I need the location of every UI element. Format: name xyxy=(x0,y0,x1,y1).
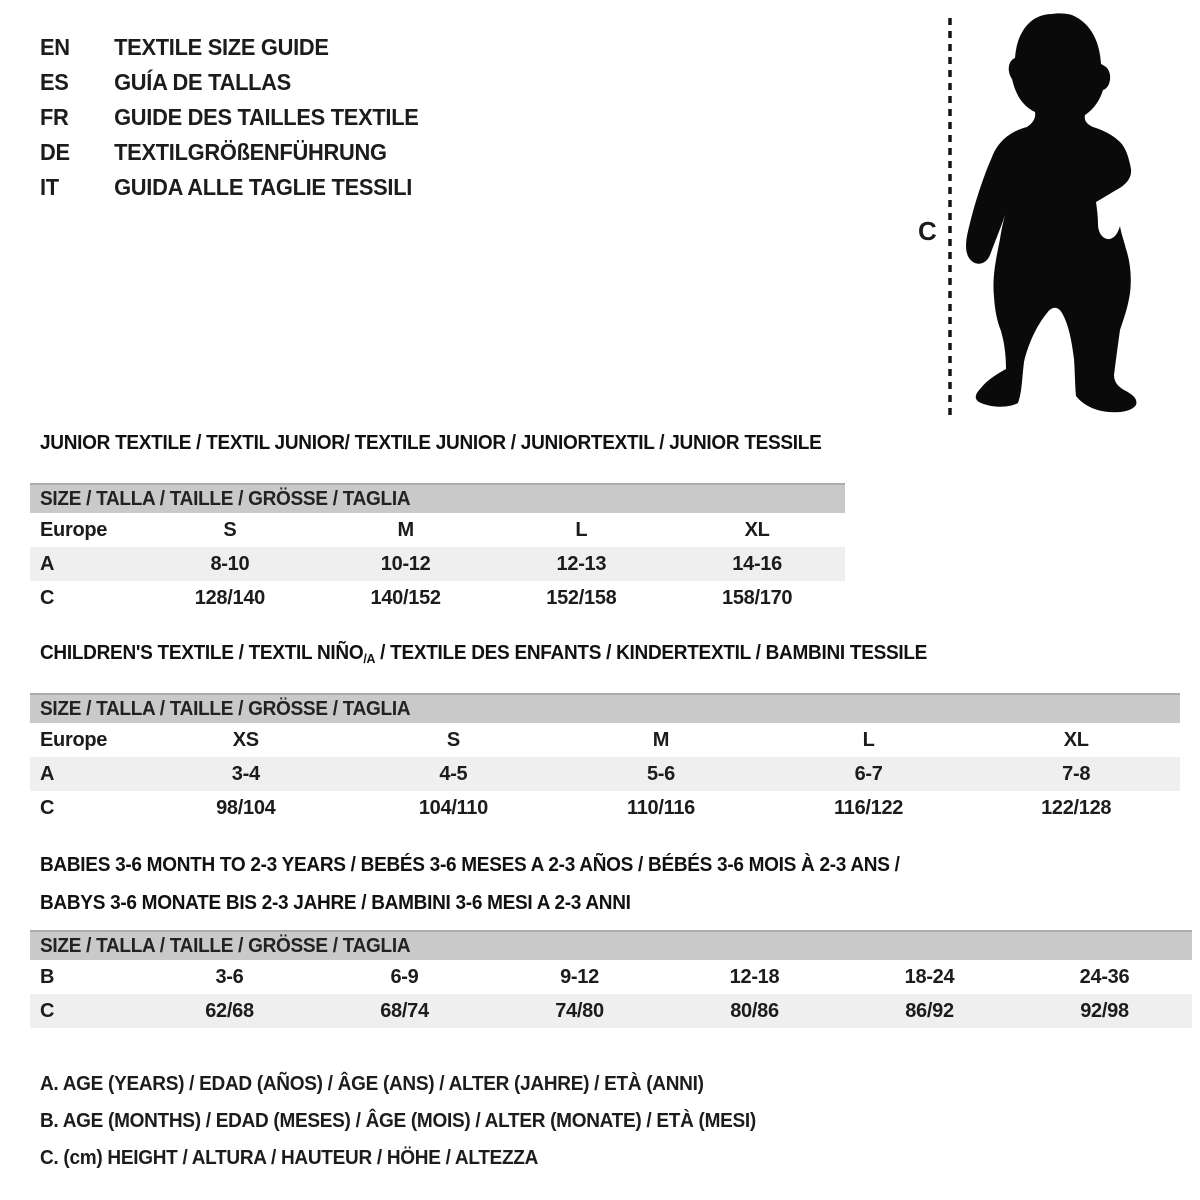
size-cell: XL xyxy=(1063,728,1089,751)
language-code: FR xyxy=(40,104,69,130)
section-heading-line1: BABIES 3-6 MONTH TO 2-3 YEARS / BEBÉS 3-6 MESES A 2-3 AÑOS / BÉBÉS 3-6 MOIS À 2-3 ANS / xyxy=(40,854,900,876)
row-label: Europe xyxy=(40,728,108,751)
section-heading-babies xyxy=(40,846,945,922)
value-cell: 110/116 xyxy=(626,796,695,819)
value-cell: 62/68 xyxy=(205,999,254,1022)
size-header-bar xyxy=(30,483,845,513)
legend-line-a xyxy=(40,1066,794,1103)
value-cell: 9-12 xyxy=(560,965,599,988)
toddler-silhouette-graphic xyxy=(900,0,1200,430)
value-cell: 86/92 xyxy=(905,999,954,1022)
value-cell: 3-4 xyxy=(231,762,260,785)
size-table-babies xyxy=(30,930,1192,1028)
section-heading-line2: BABYS 3-6 MONATE BIS 2-3 JAHRE / BAMBINI 3-6 MESI A 2-3 ANNI xyxy=(40,892,631,914)
table-row xyxy=(30,757,1180,791)
legend-text: B. AGE (MONTHS) / EDAD (MESES) / ÂGE (MOIS) / ALTER (MONATE) / ETÀ (MESI) xyxy=(40,1110,756,1132)
height-label: C xyxy=(918,216,937,246)
language-row xyxy=(40,135,419,170)
size-cell: XS xyxy=(232,728,259,751)
size-cell: S xyxy=(223,518,237,541)
section-heading-children xyxy=(40,642,974,666)
size-cell: XL xyxy=(744,518,770,541)
value-cell: 158/170 xyxy=(722,586,793,609)
measure-legend xyxy=(40,1066,794,1177)
table-row xyxy=(30,547,845,581)
page-title: TEXTILGRÖßENFÜHRUNG xyxy=(114,139,387,165)
heading-subscript: /A xyxy=(363,651,376,666)
value-cell: 24-36 xyxy=(1079,965,1130,988)
legend-text: C. (cm) HEIGHT / ALTURA / HAUTEUR / HÖHE / ALTEZZA xyxy=(40,1147,539,1169)
value-cell: 7-8 xyxy=(1062,762,1091,785)
language-code: ES xyxy=(40,69,69,95)
legend-line-b xyxy=(40,1103,794,1140)
size-header-text: SIZE / TALLA / TAILLE / GRÖSSE / TAGLIA xyxy=(40,697,411,720)
section-heading-text xyxy=(40,642,927,666)
size-cell: M xyxy=(652,728,670,751)
size-cell: S xyxy=(446,728,460,751)
value-cell: 122/128 xyxy=(1041,796,1112,819)
value-cell: 4-5 xyxy=(439,762,468,785)
value-cell: 14-16 xyxy=(732,552,782,575)
row-label: C xyxy=(40,586,55,609)
page-title: GUIDE DES TAILLES TEXTILE xyxy=(114,104,419,130)
size-cell: L xyxy=(575,518,588,541)
table-row xyxy=(30,581,845,615)
table-row xyxy=(30,994,1192,1028)
language-code: EN xyxy=(40,34,70,60)
size-header-text: SIZE / TALLA / TAILLE / GRÖSSE / TAGLIA xyxy=(40,487,411,510)
value-cell: 98/104 xyxy=(216,796,276,819)
value-cell: 10-12 xyxy=(380,552,431,575)
size-table-junior xyxy=(30,483,845,615)
size-header-bar xyxy=(30,930,1192,960)
legend-line-c xyxy=(40,1140,794,1177)
row-label: C xyxy=(40,796,55,819)
value-cell: 104/110 xyxy=(418,796,488,819)
table-row xyxy=(30,513,845,547)
row-label: A xyxy=(40,552,55,575)
size-header-bar xyxy=(30,693,1180,723)
value-cell: 140/152 xyxy=(370,586,441,609)
language-code: DE xyxy=(40,139,70,165)
section-heading-text: JUNIOR TEXTILE / TEXTIL JUNIOR/ TEXTILE JUNIOR / JUNIORTEXTIL / JUNIOR TESSILE xyxy=(40,432,822,454)
value-cell: 128/140 xyxy=(194,586,265,609)
row-label: C xyxy=(40,999,55,1022)
value-cell: 18-24 xyxy=(904,965,955,988)
value-cell: 12-18 xyxy=(729,965,780,988)
value-cell: 68/74 xyxy=(380,999,429,1022)
height-measure-figure xyxy=(900,0,1200,430)
value-cell: 80/86 xyxy=(730,999,779,1022)
row-label: A xyxy=(40,762,55,785)
size-table-children xyxy=(30,693,1180,825)
language-row xyxy=(40,30,419,65)
page-title: TEXTILE SIZE GUIDE xyxy=(114,34,329,60)
toddler-silhouette-icon xyxy=(966,13,1136,412)
table-row xyxy=(30,723,1180,757)
row-label: Europe xyxy=(40,518,108,541)
legend-text: A. AGE (YEARS) / EDAD (AÑOS) / ÂGE (ANS) / ALTER (JAHRE) / ETÀ (ANNI) xyxy=(40,1073,704,1095)
language-row xyxy=(40,170,419,205)
value-cell: 152/158 xyxy=(546,586,617,609)
size-cell: M xyxy=(397,518,414,541)
page-title: GUIDA ALLE TAGLIE TESSILI xyxy=(114,174,413,200)
heading-part: CHILDREN'S TEXTILE / TEXTIL NIÑO xyxy=(40,642,364,664)
size-cell: L xyxy=(862,728,875,751)
page-title: GUÍA DE TALLAS xyxy=(114,69,291,95)
value-cell: 6-7 xyxy=(854,762,883,785)
row-label: B xyxy=(40,965,55,988)
value-cell: 5-6 xyxy=(646,762,675,785)
language-code: IT xyxy=(40,174,59,200)
value-cell: 92/98 xyxy=(1080,999,1129,1022)
value-cell: 3-6 xyxy=(215,965,244,988)
language-row xyxy=(40,65,419,100)
size-header-text: SIZE / TALLA / TAILLE / GRÖSSE / TAGLIA xyxy=(40,934,411,957)
section-heading-junior xyxy=(40,432,863,455)
table-row xyxy=(30,791,1180,825)
heading-part: / TEXTILE DES ENFANTS / KINDERTEXTIL / BAMBINI TESSILE xyxy=(375,642,928,664)
value-cell: 12-13 xyxy=(556,552,607,575)
value-cell: 6-9 xyxy=(390,965,419,988)
value-cell: 116/122 xyxy=(834,796,904,819)
value-cell: 74/80 xyxy=(555,999,604,1022)
table-row xyxy=(30,960,1192,994)
language-title-list xyxy=(40,30,419,205)
value-cell: 8-10 xyxy=(210,552,250,575)
language-row xyxy=(40,100,419,135)
